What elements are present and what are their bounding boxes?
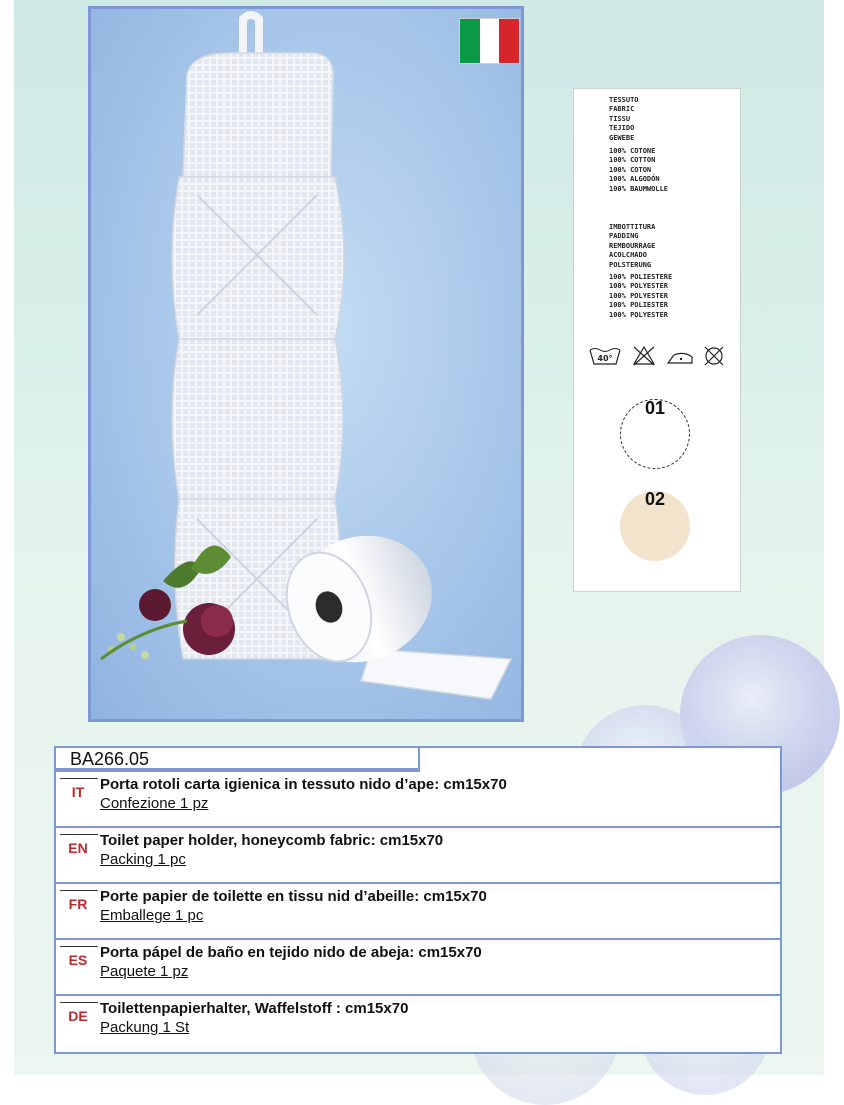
product-description: Porta pápel de baño en tejido nido de abeja: cm15x70 (100, 944, 482, 961)
language-code: FR (68, 896, 88, 912)
divider (60, 834, 98, 835)
packing-info: Packung 1 St (100, 1019, 190, 1036)
packing-info: Confezione 1 pz (100, 795, 209, 812)
padding-labels (609, 223, 655, 270)
flag-stripe-white (480, 19, 500, 63)
padding-label-de: POLSTERUNG (609, 260, 652, 269)
fabric-value-en: 100% COTTON (609, 156, 656, 165)
table-row-de (56, 996, 780, 1052)
fabric-value-de: 100% BAUMWOLLE (609, 184, 669, 193)
packing-info: Emballege 1 pc (100, 907, 204, 924)
fabric-value-fr: 100% COTON (609, 165, 652, 174)
padding-value-es: 100% POLIESTER (609, 301, 669, 310)
composition-label-tag (573, 88, 741, 592)
product-description: Porte papier de toilette en tissu nid d’abeille: cm15x70 (100, 888, 487, 905)
padding-label-es: ACOLCHADO (609, 251, 647, 260)
table-header-spacer (420, 746, 782, 772)
padding-label-fr: REMBOURRAGE (609, 241, 656, 250)
product-description-table (54, 770, 782, 1054)
product-description: Toilet paper holder, honeycomb fabric: cm15x70 (100, 832, 444, 849)
table-row-fr (56, 884, 780, 940)
product-description: Porta rotoli carta igienica in tessuto nido d’ape: cm15x70 (100, 776, 507, 793)
fabric-label-de: GEWEBE (609, 133, 635, 142)
divider (60, 1002, 98, 1003)
table-row-en (56, 828, 780, 884)
fabric-values (609, 147, 668, 194)
divider (60, 946, 98, 947)
product-code-box (54, 746, 420, 770)
padding-value-it: 100% POLIESTERE (609, 273, 673, 281)
toilet-paper-holder-illustration (91, 9, 521, 719)
no-tumble-dry-icon (705, 347, 723, 365)
iron-low-icon (668, 353, 692, 363)
fabric-label-it: TESSUTO (609, 96, 639, 104)
fabric-label-fr: TISSU (609, 114, 631, 123)
fabric-label-es: TEJIDO (609, 124, 635, 133)
divider (60, 778, 98, 779)
color-number: 01 (644, 398, 666, 418)
flag-stripe-green (460, 19, 480, 63)
divider (60, 890, 98, 891)
color-swatch-02 (620, 491, 690, 561)
fabric-value-es: 100% ALGODÓN (609, 175, 660, 184)
padding-value-fr: 100% POLYESTER (609, 291, 669, 300)
fabric-label-en: FABRIC (609, 105, 635, 114)
language-code: IT (71, 784, 85, 800)
fabric-labels (609, 96, 639, 143)
care-symbols (588, 345, 728, 367)
fabric-value-it: 100% COTONE (609, 147, 656, 155)
padding-value-de: 100% POLYESTER (609, 310, 669, 319)
language-code: ES (68, 952, 88, 968)
italian-flag-icon (459, 18, 520, 64)
product-description: Toilettenpapierhalter, Waffelstoff : cm15x70 (100, 1000, 409, 1017)
packing-info: Paquete 1 pz (100, 963, 189, 980)
table-row-it (56, 772, 780, 828)
padding-label-en: PADDING (609, 232, 639, 241)
wash-40-icon (590, 349, 620, 365)
color-swatch-01 (620, 399, 690, 469)
color-number: 02 (644, 489, 666, 509)
language-code: DE (68, 1008, 88, 1024)
padding-values (609, 273, 672, 320)
wash-temperature: 40° (597, 354, 613, 363)
language-code: EN (68, 840, 88, 856)
flag-stripe-red (499, 19, 519, 63)
table-row-es (56, 940, 780, 996)
product-code: BA266.05 (70, 749, 150, 769)
padding-label-it: IMBOTTITURA (609, 223, 656, 231)
packing-info: Packing 1 pc (100, 851, 186, 868)
padding-value-en: 100% POLYESTER (609, 282, 669, 291)
product-photo (88, 6, 524, 722)
no-bleach-icon (634, 347, 654, 365)
